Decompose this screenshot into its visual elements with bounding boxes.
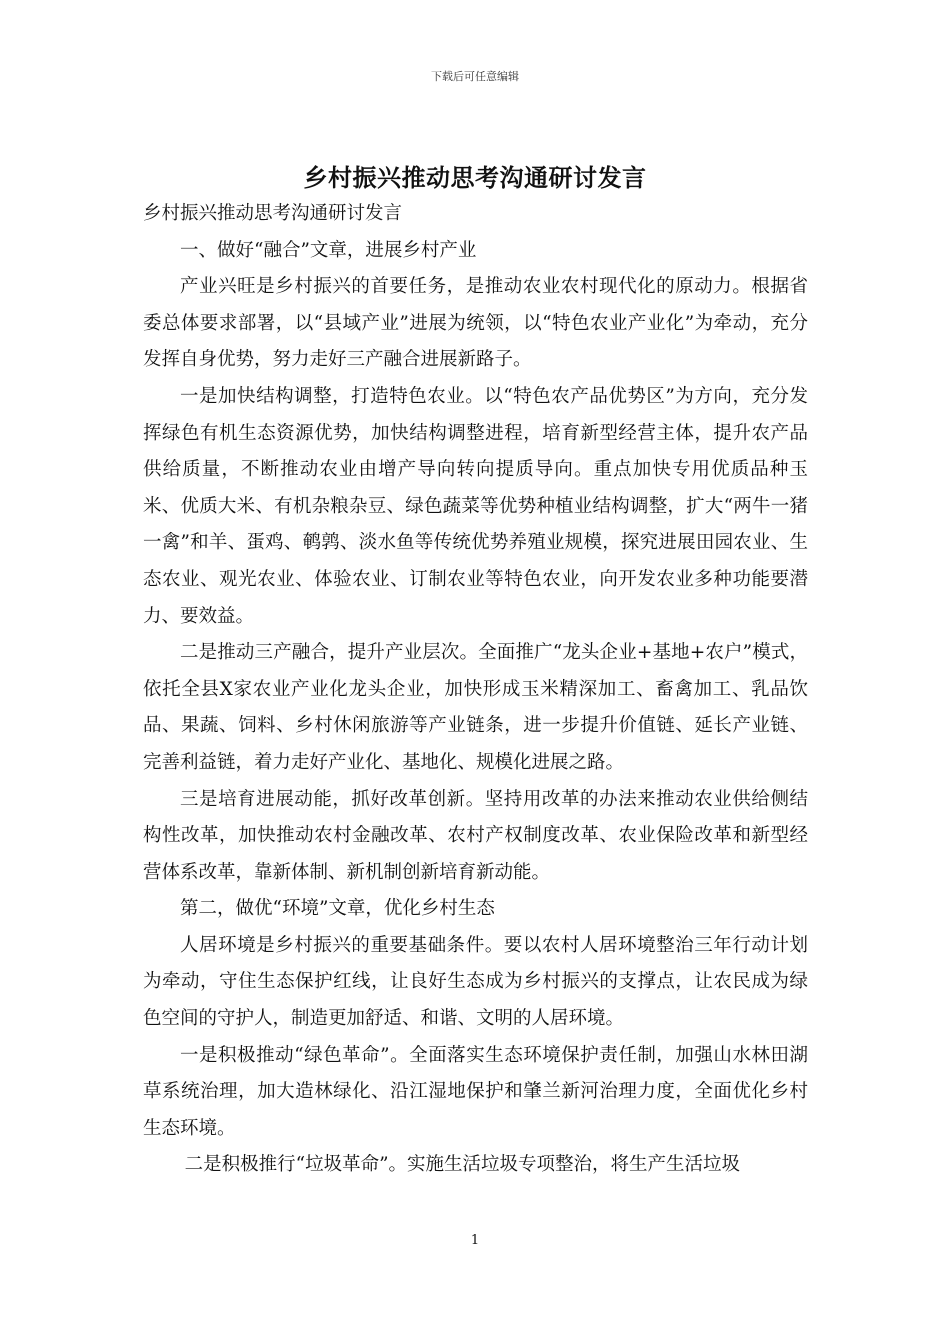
body-paragraph: 一是积极推动“绿色革命”。全面落实生态环境保护责任制，加强山水林田湖草系统治理，加大造林绿化、沿江湿地保护和肇兰新河治理力度，全面优化乡村生态环境。 [143, 1044, 808, 1139]
subtitle-paragraph: 乡村振兴推动思考沟通研讨发言 [143, 203, 403, 224]
body-paragraph: 一是加快结构调整，打造特色农业。以“特色农产品优势区”为方向，充分发挥绿色有机生态资源优势，加快结构调整进程，培育新型经营主体，提升农产品供给质量，不断推动农业由增产导向转向提质导向。重点加快专用优质品种玉米、优质大米、有机杂粮杂豆、绿色蔬菜等优势种植业结构调整，扩大“两牛一猪一禽”和羊、蛋鸡、鹌鹑、淡水鱼等传统优势养殖业规模，探究进展田园农业、生态农业、观光农业、体验农业、订制农业等特色农业，向开发农业多种功能要潜力、要效益。 [143, 385, 808, 627]
body-paragraph: 二是积极推行“垃圾革命”。实施生活垃圾专项整治，将生产生活垃圾 [184, 1154, 741, 1176]
body-paragraph: 产业兴旺是乡村振兴的首要任务，是推动农业农村现代化的原动力。根据省委总体要求部署，以“县域产业”进展为统领，以“特色农业产业化”为牵动，充分发挥自身优势，努力走好三产融合进展新路子。 [143, 276, 808, 371]
document-body [143, 196, 808, 1184]
body-paragraph: 人居环境是乡村振兴的重要基础条件。要以农村人居环境整治三年行动计划为牵动，守住生态保护红线，让良好生态成为乡村振兴的支撑点，让农民成为绿色空间的守护人，制造更加舒适、和谐、文明的人居环境。 [143, 934, 808, 1030]
body-paragraph: 二是推动三产融合，提升产业层次。全面推广“龙头企业+基地+农户”模式，依托全县X家农业产业化龙头企业，加快形成玉米精深加工、畜禽加工、乳品饮品、果蔬、饲料、乡村休闲旅游等产业链条，进一步提升价值链、延长产业链、完善利益链，着力走好产业化、基地化、规模化进展之路。 [143, 642, 808, 773]
section-heading-1: 一、做好“融合”文章，进展乡村产业 [180, 239, 477, 261]
document-title: 乡村振兴推动思考沟通研讨发言 [303, 163, 647, 192]
body-paragraph: 三是培育进展动能，抓好改革创新。坚持用改革的办法来推动农业供给侧结构性改革，加快推动农村金融改革、农村产权制度改革、农业保险改革和新型经营体系改革，靠新体制、新机制创新培育新动能。 [143, 788, 808, 883]
header-note: 下载后可任意编辑 [431, 70, 519, 83]
section-heading-2: 第二，做优“环境”文章，优化乡村生态 [180, 898, 495, 920]
page-number: 1 [470, 1233, 480, 1248]
